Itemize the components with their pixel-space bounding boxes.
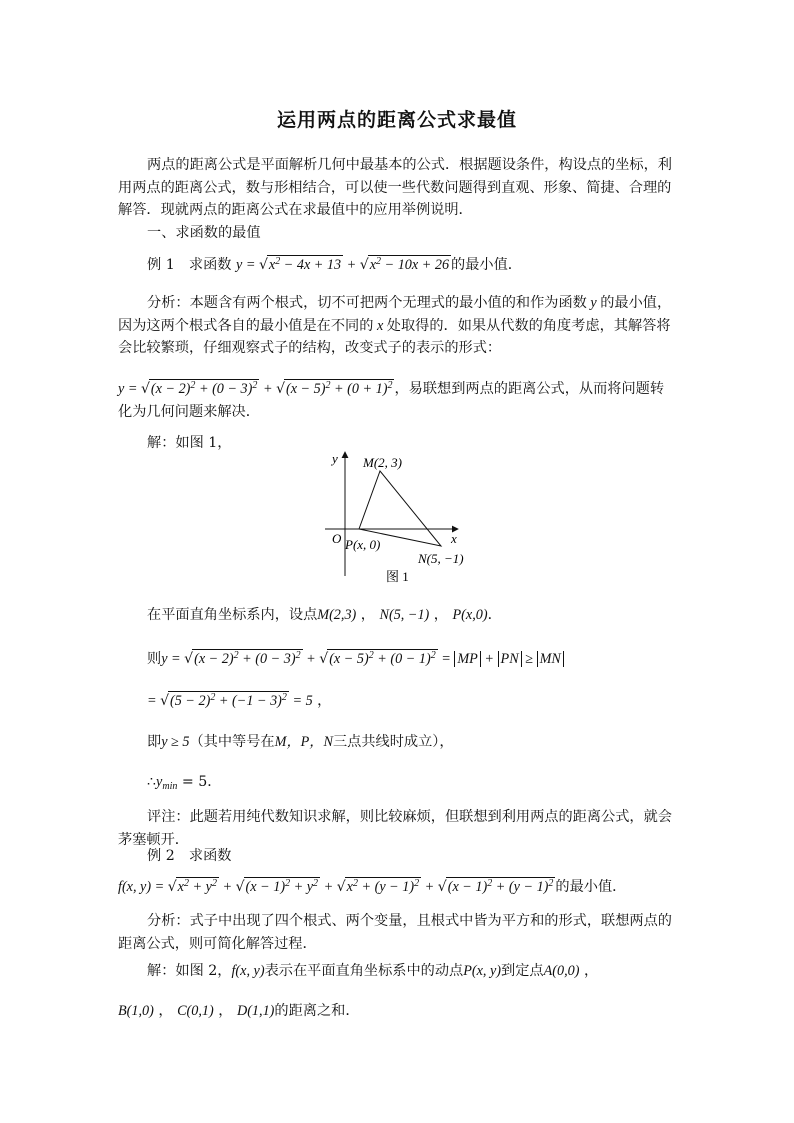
example1-statement bbox=[147, 254, 522, 276]
inequality-line: 即y ≥ 5（其中等号在M，P，N三点共线时成立）， bbox=[147, 734, 454, 750]
x-axis-label: x bbox=[451, 531, 457, 546]
y-axis-label: y bbox=[332, 451, 338, 466]
point-P-label: P(x, 0) bbox=[345, 537, 381, 552]
example2-label: 例 2 求函数 bbox=[147, 848, 232, 864]
example1-rewritten: $y = √(x - 2)^2 + (0 - 3)^2 + √(x - 5)^2 + (0 + 1)^2$ ，易联想到两点的距离公式，从而将问题转化为几何问题来解决． bbox=[118, 380, 665, 420]
example1-analysis: 分析：本题含有两个根式，切不可把两个无理式的最小值的和作为函数 y 的最小值，因为这两个根式各自的最小值是在不同的 x 处取得的．如果从代数的角度考虑，其解答将会比较繁琐，仔细观察式子的结构，改变式子的表示的形式： bbox=[118, 295, 672, 356]
origin-label: O bbox=[332, 531, 342, 546]
section-heading: 一、求函数的最值 bbox=[147, 225, 261, 241]
rewritten-formula: $y = √(x - 2)^2 + (0 - 3)^2 + √(x - 5)^2 + (0 + 1)^2$ bbox=[118, 380, 393, 397]
example1-formula: $y = √x^2 - 4x + 13 + √x^2 - 10x + 26$ bbox=[236, 256, 450, 273]
figure-1 bbox=[318, 448, 478, 588]
figure-caption: 图 1 bbox=[386, 569, 409, 584]
derivation-line-2: = $√(5 - 2)^2 + (-1 - 3)^2 = 5$ ， bbox=[147, 692, 332, 709]
example2-analysis: 分析：式子中出现了四个根式、两个变量，且根式中皆为平方和的形式，联想两点的距离公式，则可简化解答过程． bbox=[118, 913, 672, 952]
setup-line: 在平面直角坐标系内，设点M(2,3) ， N(5, −1) ， P(x,0)． bbox=[147, 607, 502, 623]
conclusion-line: $\therefore y_{min} = 5$． bbox=[147, 774, 222, 792]
page-title: 运用两点的距离公式求最值 bbox=[276, 109, 517, 131]
triangle-MPN bbox=[359, 471, 441, 546]
example1-suffix: 的最小值． bbox=[451, 257, 522, 273]
intro-paragraph: 两点的距离公式是平面解析几何中最基本的公式．根据题设条件，构设点的坐标，利用两点的距离公式，数与形相结合，可以使一些代数问题得到直观、形象、简捷、合理的解答．现就两点的距离公式在求最值中的应用举例说明． bbox=[118, 157, 672, 218]
derivation-line-1: 则$y = √(x - 2)^2 + (0 - 3)^2 + √(x - 5)^2 + (0 - 1)^2$ = MP + PN ≥ MN bbox=[147, 648, 564, 670]
point-M-label: M(2, 3) bbox=[363, 455, 402, 470]
example1-label: 例 1 求函数 bbox=[147, 257, 232, 273]
example2-solution-line-2: B(1,0) ， C(0,1) ， D(1,1)的距离之和． bbox=[118, 1003, 360, 1019]
example2-formula: f(x, $y) = √x^2 + y^2 + √(x - 1)^2 + y^2 + √x^2 + (y - 1)^2 + √(x - 1)^2 + (y - 1)^2$ 的最小值． bbox=[118, 878, 627, 895]
solution-intro: 解：如图 1， bbox=[147, 435, 232, 451]
example1-comment: 评注：此题若用纯代数知识求解，则比较麻烦，但联想到利用两点的距离公式，就会茅塞顿开． bbox=[118, 809, 672, 848]
point-N-label: N(5, −1) bbox=[418, 551, 464, 566]
example2-solution-line-1: 解：如图 2，f(x, y)表示在平面直角坐标系中的动点P(x, y)到定点A(0,0) ， bbox=[147, 963, 599, 979]
